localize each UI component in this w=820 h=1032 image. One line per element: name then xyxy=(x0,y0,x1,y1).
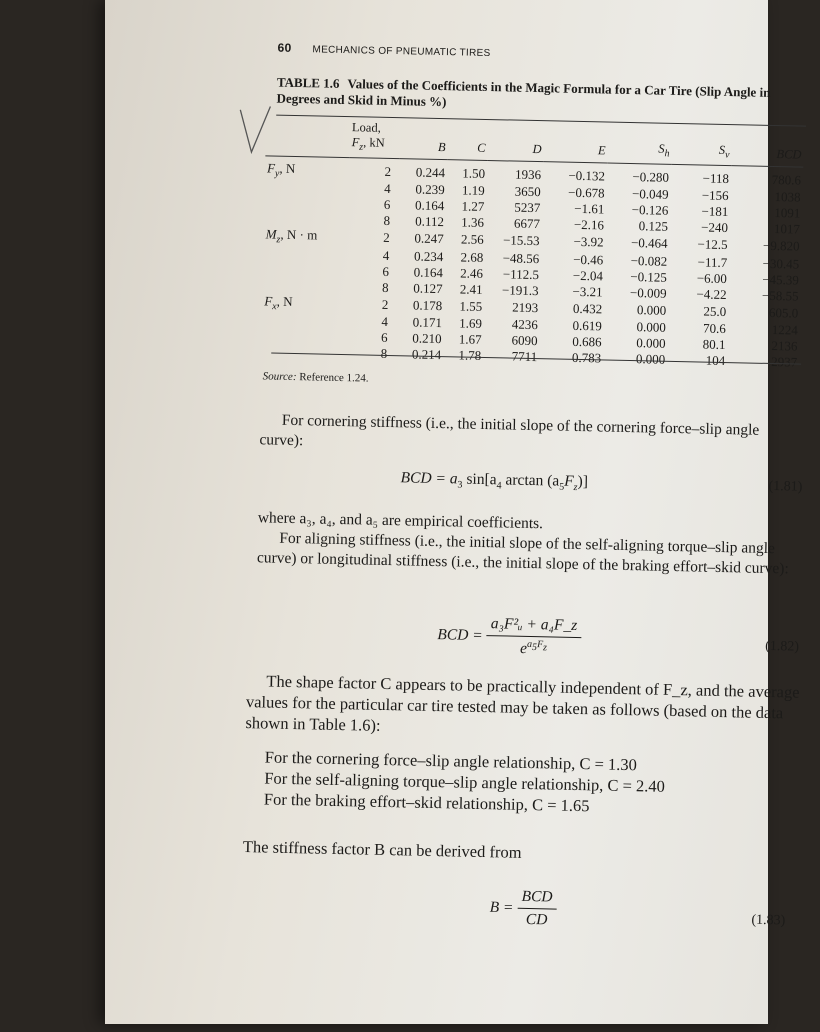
table-cell: −0.280 xyxy=(632,168,670,185)
table-cell: 3650 xyxy=(514,183,541,200)
page-content xyxy=(229,30,820,1032)
row-group-label: $M_z$, N · m xyxy=(265,226,318,246)
table-cell: 0.178 xyxy=(412,297,443,314)
table-cell: −30.45 xyxy=(762,255,800,272)
running-header xyxy=(277,41,490,59)
table-cell: 2.46 xyxy=(460,265,484,281)
table-cell: 0.783 xyxy=(571,350,602,366)
table-cell: 1.67 xyxy=(458,331,482,348)
equation-number-1-81: (1.81) xyxy=(768,478,803,495)
table-cell: 0.239 xyxy=(415,181,445,198)
table-cell: 8 xyxy=(380,346,388,362)
table-cell: 0.247 xyxy=(414,230,444,247)
fraction-numerator: BCD xyxy=(517,888,556,910)
table-cell: 2 xyxy=(383,230,390,246)
table-cell: −12.5 xyxy=(697,236,728,253)
header-e: E xyxy=(597,142,606,157)
table-cell: 1038 xyxy=(774,189,801,205)
table-cell: −3.21 xyxy=(572,283,603,300)
table-cell: 0.686 xyxy=(572,334,602,350)
equation-1-82: BCD = $\frac{\text{a₃F²ᵤ + a₄F\_z}}{e^{a_5F_z}}$ xyxy=(437,614,581,659)
table-body xyxy=(261,160,803,371)
paragraph-aligning: For aligning stiffness (i.e., the initial slope of the self-aligning torque–slip angle curve) or longitudinal stiffness (i.e., the initial slope of the braking effort–skid curve): xyxy=(256,529,789,578)
table-cell: 0.164 xyxy=(413,264,444,280)
fraction-1-82 xyxy=(486,615,581,659)
table-cell: 1091 xyxy=(774,205,801,221)
table-cell: 0.432 xyxy=(572,300,603,317)
table-cell: 8 xyxy=(381,279,389,295)
table-cell: 0.000 xyxy=(636,319,667,336)
header-d: D xyxy=(532,141,542,156)
table-cell: 4 xyxy=(382,247,390,263)
table-cell: −0.464 xyxy=(630,235,668,252)
table-cell: −0.126 xyxy=(631,202,669,218)
table-cell: −0.049 xyxy=(631,186,669,202)
table-cell: 1.50 xyxy=(462,165,486,181)
table-cell: 1.36 xyxy=(461,214,485,231)
header-load: Load, $F_z$, kN xyxy=(351,120,385,153)
book-page xyxy=(105,0,803,1024)
table-cell: −0.082 xyxy=(630,252,668,269)
table-cell: 2.41 xyxy=(459,281,483,297)
table-cell: 8 xyxy=(383,212,391,229)
table-cell: 6090 xyxy=(511,332,538,349)
table-cell: −0.678 xyxy=(567,184,605,201)
table-cell: −118 xyxy=(702,170,730,186)
list-item: For the self-aligning torque–slip angle relationship, C = 2.40 xyxy=(264,768,666,796)
table-cell: −11.7 xyxy=(697,254,728,270)
table-cell: 0.244 xyxy=(415,164,446,180)
table-cell: 0.171 xyxy=(412,314,443,331)
table-cell: −9.820 xyxy=(762,238,800,254)
table-cell: 780.6 xyxy=(771,171,802,188)
table-cell: 104 xyxy=(705,352,726,369)
table-cell: 2193 xyxy=(512,299,539,316)
table-cell: 1.78 xyxy=(458,347,482,364)
table-cell: 0.619 xyxy=(572,318,603,334)
paragraph-stiffness-factor: The stiffness factor B can be derived from xyxy=(242,837,522,862)
table-cell: 5237 xyxy=(514,199,541,216)
table-cell: 1224 xyxy=(771,322,798,338)
table-cell: 4 xyxy=(384,180,391,197)
fraction-numerator: a₃F²ᵤ + a₄F_z xyxy=(487,615,582,638)
table-cell: −112.5 xyxy=(502,266,540,282)
table-cell: 2937 xyxy=(771,354,798,370)
table-cell: 1936 xyxy=(514,166,542,182)
table-cell: 0.127 xyxy=(413,280,443,296)
table-cell: 1017 xyxy=(773,221,801,237)
table-caption-text: Values of the Coefficients in the Magic Formula for a Car Tire (Slip Angle in Degrees and Skid in Minus %) xyxy=(276,76,771,110)
table-cell: 0.214 xyxy=(411,346,442,363)
table-cell: −0.46 xyxy=(573,251,604,268)
header-c: C xyxy=(477,140,486,155)
list-item: For the cornering force–slip angle relationship, C = 1.30 xyxy=(264,747,638,775)
table-cell: 80.1 xyxy=(702,336,726,353)
table-cell: 4 xyxy=(381,314,389,330)
fraction-denominator: CD xyxy=(525,910,548,929)
table-cell: −6.00 xyxy=(696,270,728,286)
table-cell: 2 xyxy=(384,163,392,179)
table-cell: 605.0 xyxy=(768,304,799,321)
table-cell: 0.000 xyxy=(636,335,666,352)
fraction-1-83 xyxy=(517,888,557,930)
table-cell: −0.009 xyxy=(629,284,667,301)
table-cell: −4.22 xyxy=(696,286,727,302)
header-sh: $S_h$ xyxy=(658,141,670,160)
equation-1-83: B = $\frac{\text{BCD}}{CD}$ xyxy=(489,887,557,929)
table-cell: −2.16 xyxy=(573,216,605,233)
table-cell: 0.234 xyxy=(413,248,444,264)
row-group-label: $F_x$, N xyxy=(264,293,293,312)
table-cell: −181 xyxy=(701,203,729,220)
table-caption xyxy=(276,75,817,118)
fraction-denominator: $e^{a_5F_z}$ xyxy=(519,638,548,658)
table-cell: 6 xyxy=(382,263,390,279)
shape-factor-list xyxy=(264,746,805,820)
table-number: TABLE 1.6 xyxy=(276,74,340,91)
row-group-label: $F_y$, N xyxy=(266,159,296,179)
table-cell: 0.000 xyxy=(635,351,666,368)
paragraph-shape-factor: The shape factor C appears to be practically independent of F_z, and the average values for the particular car tire tested may be taken as follows (based on the data shown in Table 1.6): xyxy=(245,671,800,735)
table-cell: −2.04 xyxy=(572,267,604,284)
table-cell: −48.56 xyxy=(502,250,540,266)
table-cell: −15.53 xyxy=(502,232,540,249)
table-cell: −240 xyxy=(700,219,729,236)
table-cell: −3.92 xyxy=(573,234,604,250)
page-number: 60 xyxy=(277,40,292,55)
table-cell: 7711 xyxy=(511,348,538,365)
table-cell: 2.68 xyxy=(460,249,484,265)
table-cell: 0.112 xyxy=(415,213,445,230)
table-cell: −45.39 xyxy=(762,271,800,288)
equation-number-1-83: (1.83) xyxy=(751,912,786,929)
table-cell: 6677 xyxy=(513,215,541,232)
table-source: Source: Reference 1.24. xyxy=(262,370,369,385)
table-cell: 1.69 xyxy=(458,315,483,332)
table-cell: 1.55 xyxy=(459,298,483,314)
table-cell: 0.164 xyxy=(414,197,445,214)
running-title: MECHANICS OF PNEUMATIC TIRES xyxy=(312,44,491,60)
table-cell: 2136 xyxy=(771,338,798,354)
table-cell: 25.0 xyxy=(703,303,727,320)
table-cell: 2.56 xyxy=(460,231,484,248)
header-b: B xyxy=(437,139,446,154)
header-bcd: BCD xyxy=(776,146,802,162)
table-cell: 0.125 xyxy=(638,218,669,234)
table-cell: 70.6 xyxy=(702,320,727,337)
table-cell: −156 xyxy=(701,187,729,204)
table-cell: −0.132 xyxy=(568,167,606,184)
table-cell: −191.3 xyxy=(501,282,539,298)
list-item: For the braking effort–skid relationship, C = 1.65 xyxy=(263,789,590,816)
table-cell: 6 xyxy=(380,330,388,346)
table-cell: 1.19 xyxy=(461,182,485,199)
table-cell: 2 xyxy=(381,296,389,312)
table-cell: −1.61 xyxy=(574,200,605,217)
table-cell: 6 xyxy=(383,196,391,213)
paragraph-coefficients: where a₃, a₄, and a₅ are empirical coefficients. xyxy=(257,509,544,533)
table-cell: −0.125 xyxy=(630,268,668,285)
equation-1-81: BCD = $a_3$ $\sin[a_4$ $\arctan (a_5F_z)$] xyxy=(400,469,589,494)
table-cell: −58.55 xyxy=(761,287,799,304)
table-cell: 4236 xyxy=(511,316,539,333)
equation-number-1-82: (1.82) xyxy=(765,638,800,655)
table-cell: 1.27 xyxy=(461,198,485,215)
paragraph-cornering: For cornering stiffness (i.e., the initial slope of the cornering force–slip angle curve): xyxy=(259,411,760,450)
table-cell: 0.210 xyxy=(412,330,442,347)
magic-formula-table xyxy=(261,118,804,370)
header-sv: $S_v$ xyxy=(718,142,730,161)
table-cell: 0.000 xyxy=(636,302,667,318)
